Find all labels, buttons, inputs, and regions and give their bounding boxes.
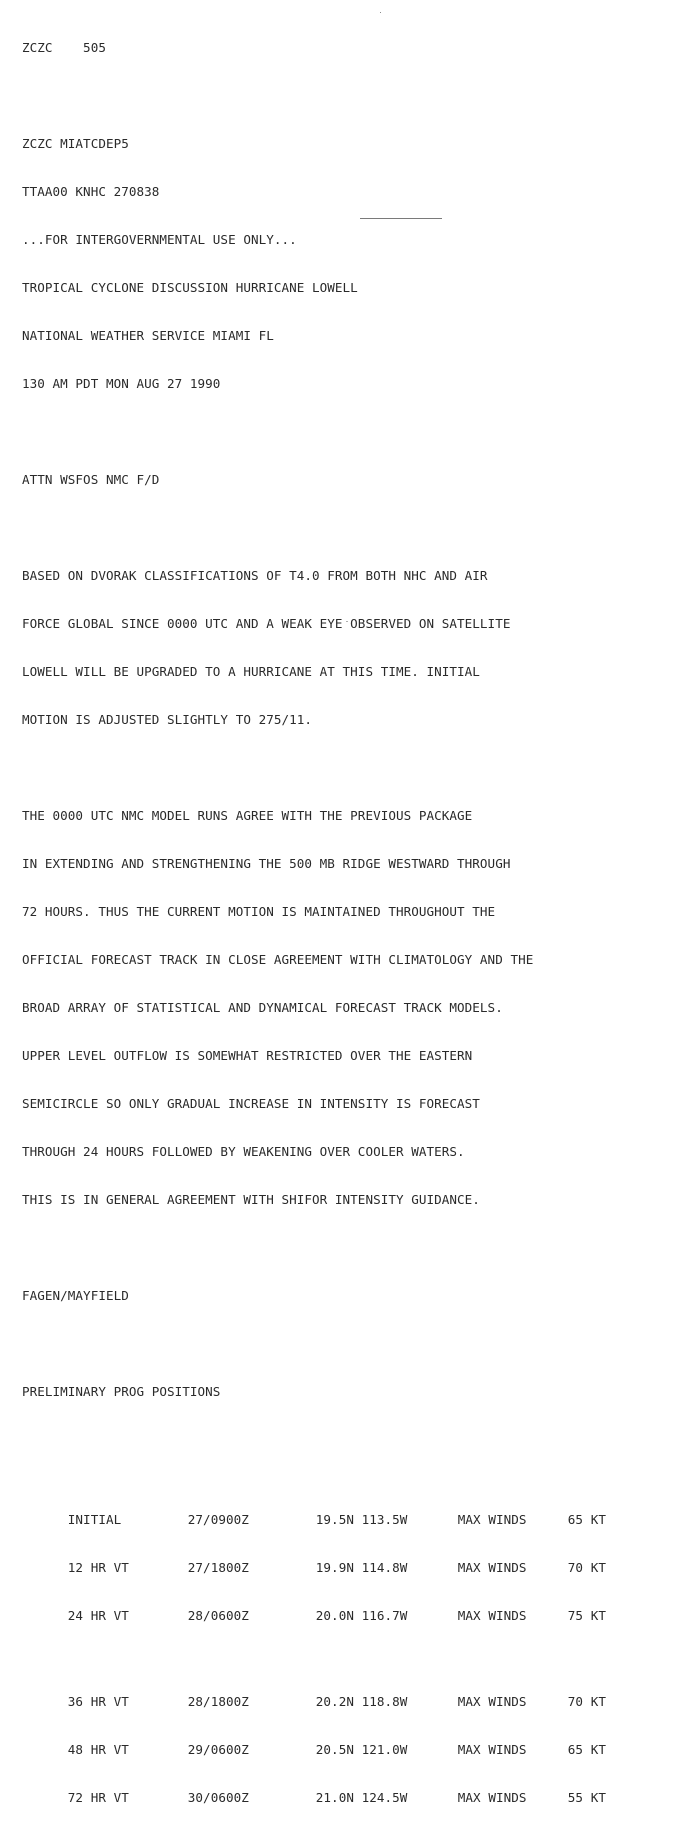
header-line: ZCZC MIATCDEP5	[22, 136, 129, 151]
blank-line	[22, 424, 685, 440]
prog-time: 27/1800Z	[187, 1560, 249, 1575]
paragraph-line: MOTION IS ADJUSTED SLIGHTLY TO 275/11.	[22, 712, 313, 727]
prog-label: INITIAL	[67, 1512, 122, 1527]
prog-knots: 75 KT	[567, 1608, 606, 1623]
paragraph-line: IN EXTENDING AND STRENGTHENING THE 500 MB RIDGE WESTWARD THROUGH	[22, 856, 511, 871]
prog-time: 29/0600Z	[187, 1742, 249, 1757]
prog-max-winds: MAX WINDS	[457, 1512, 527, 1527]
prog-time: 28/0600Z	[187, 1608, 249, 1623]
paragraph-line: LOWELL WILL BE UPGRADED TO A HURRICANE AT THIS TIME. INITIAL	[22, 664, 480, 679]
paragraph-line: BROAD ARRAY OF STATISTICAL AND DYNAMICAL FORECAST TRACK MODELS.	[22, 1000, 503, 1015]
prog-max-winds: MAX WINDS	[457, 1694, 527, 1709]
header-line: TROPICAL CYCLONE DISCUSSION HURRICANE LOWELL	[22, 280, 358, 295]
prog-row	[22, 1726, 685, 1757]
prog-row	[22, 1496, 685, 1527]
header-line: ZCZC 505	[22, 40, 106, 55]
paragraph-line: THE 0000 UTC NMC MODEL RUNS AGREE WITH THE PREVIOUS PACKAGE	[22, 808, 473, 823]
prog-label: 72 HR VT	[67, 1790, 129, 1805]
prog-knots: 65 KT	[567, 1512, 606, 1527]
prog-time: 27/0900Z	[187, 1512, 249, 1527]
prog-position: 19.5N 113.5W	[315, 1512, 408, 1527]
prog-label: 24 HR VT	[67, 1608, 129, 1623]
header-line: TTAA00 KNHC 270838	[22, 184, 160, 199]
prog-row	[22, 1592, 685, 1623]
teletype-message	[22, 8, 685, 1822]
paragraph-line: 72 HOURS. THUS THE CURRENT MOTION IS MAINTAINED THROUGHOUT THE	[22, 904, 496, 919]
prog-knots: 70 KT	[567, 1694, 606, 1709]
blank-line	[22, 1640, 685, 1646]
signature: FAGEN/MAYFIELD	[22, 1288, 129, 1303]
paragraph-line: UPPER LEVEL OUTFLOW IS SOMEWHAT RESTRICTED OVER THE EASTERN	[22, 1048, 473, 1063]
paragraph-line: SEMICIRCLE SO ONLY GRADUAL INCREASE IN INTENSITY IS FORECAST	[22, 1096, 480, 1111]
prog-knots: 65 KT	[567, 1742, 606, 1757]
blank-line	[22, 760, 685, 776]
prog-position: 21.0N 124.5W	[315, 1790, 408, 1805]
prog-row	[22, 1678, 685, 1709]
paragraph-line: BASED ON DVORAK CLASSIFICATIONS OF T4.0 FROM BOTH NHC AND AIR	[22, 568, 488, 583]
prog-row	[22, 1544, 685, 1575]
prog-knots: 70 KT	[567, 1560, 606, 1575]
prog-position: 20.0N 116.7W	[315, 1608, 408, 1623]
paragraph-line: THIS IS IN GENERAL AGREEMENT WITH SHIFOR INTENSITY GUIDANCE.	[22, 1192, 480, 1207]
prog-row	[22, 1774, 685, 1805]
prog-label: 36 HR VT	[67, 1694, 129, 1709]
header-line: NATIONAL WEATHER SERVICE MIAMI FL	[22, 328, 274, 343]
blank-line	[22, 520, 685, 536]
prog-label: 12 HR VT	[67, 1560, 129, 1575]
blank-line	[22, 1240, 685, 1256]
prog-title: PRELIMINARY PROG POSITIONS	[22, 1384, 221, 1399]
blank-line	[22, 1336, 685, 1352]
prog-label: 48 HR VT	[67, 1742, 129, 1757]
prog-max-winds: MAX WINDS	[457, 1560, 527, 1575]
prog-position: 20.2N 118.8W	[315, 1694, 408, 1709]
prog-position: 20.5N 121.0W	[315, 1742, 408, 1757]
header-line: 130 AM PDT MON AUG 27 1990	[22, 376, 221, 391]
prog-max-winds: MAX WINDS	[457, 1608, 527, 1623]
prog-max-winds: MAX WINDS	[457, 1790, 527, 1805]
blank-line	[22, 1432, 685, 1448]
prog-time: 28/1800Z	[187, 1694, 249, 1709]
paragraph-line: THROUGH 24 HOURS FOLLOWED BY WEAKENING OVER COOLER WATERS.	[22, 1144, 465, 1159]
attention-line: ATTN WSFOS NMC F/D	[22, 472, 160, 487]
paragraph-line: FORCE GLOBAL SINCE 0000 UTC AND A WEAK EYE OBSERVED ON SATELLITE	[22, 616, 511, 631]
header-line: ...FOR INTERGOVERNMENTAL USE ONLY...	[22, 232, 297, 247]
prog-max-winds: MAX WINDS	[457, 1742, 527, 1757]
blank-line	[22, 88, 685, 104]
prog-time: 30/0600Z	[187, 1790, 249, 1805]
prog-knots: 55 KT	[567, 1790, 606, 1805]
prog-position: 19.9N 114.8W	[315, 1560, 408, 1575]
paragraph-line: OFFICIAL FORECAST TRACK IN CLOSE AGREEMENT WITH CLIMATOLOGY AND THE	[22, 952, 534, 967]
